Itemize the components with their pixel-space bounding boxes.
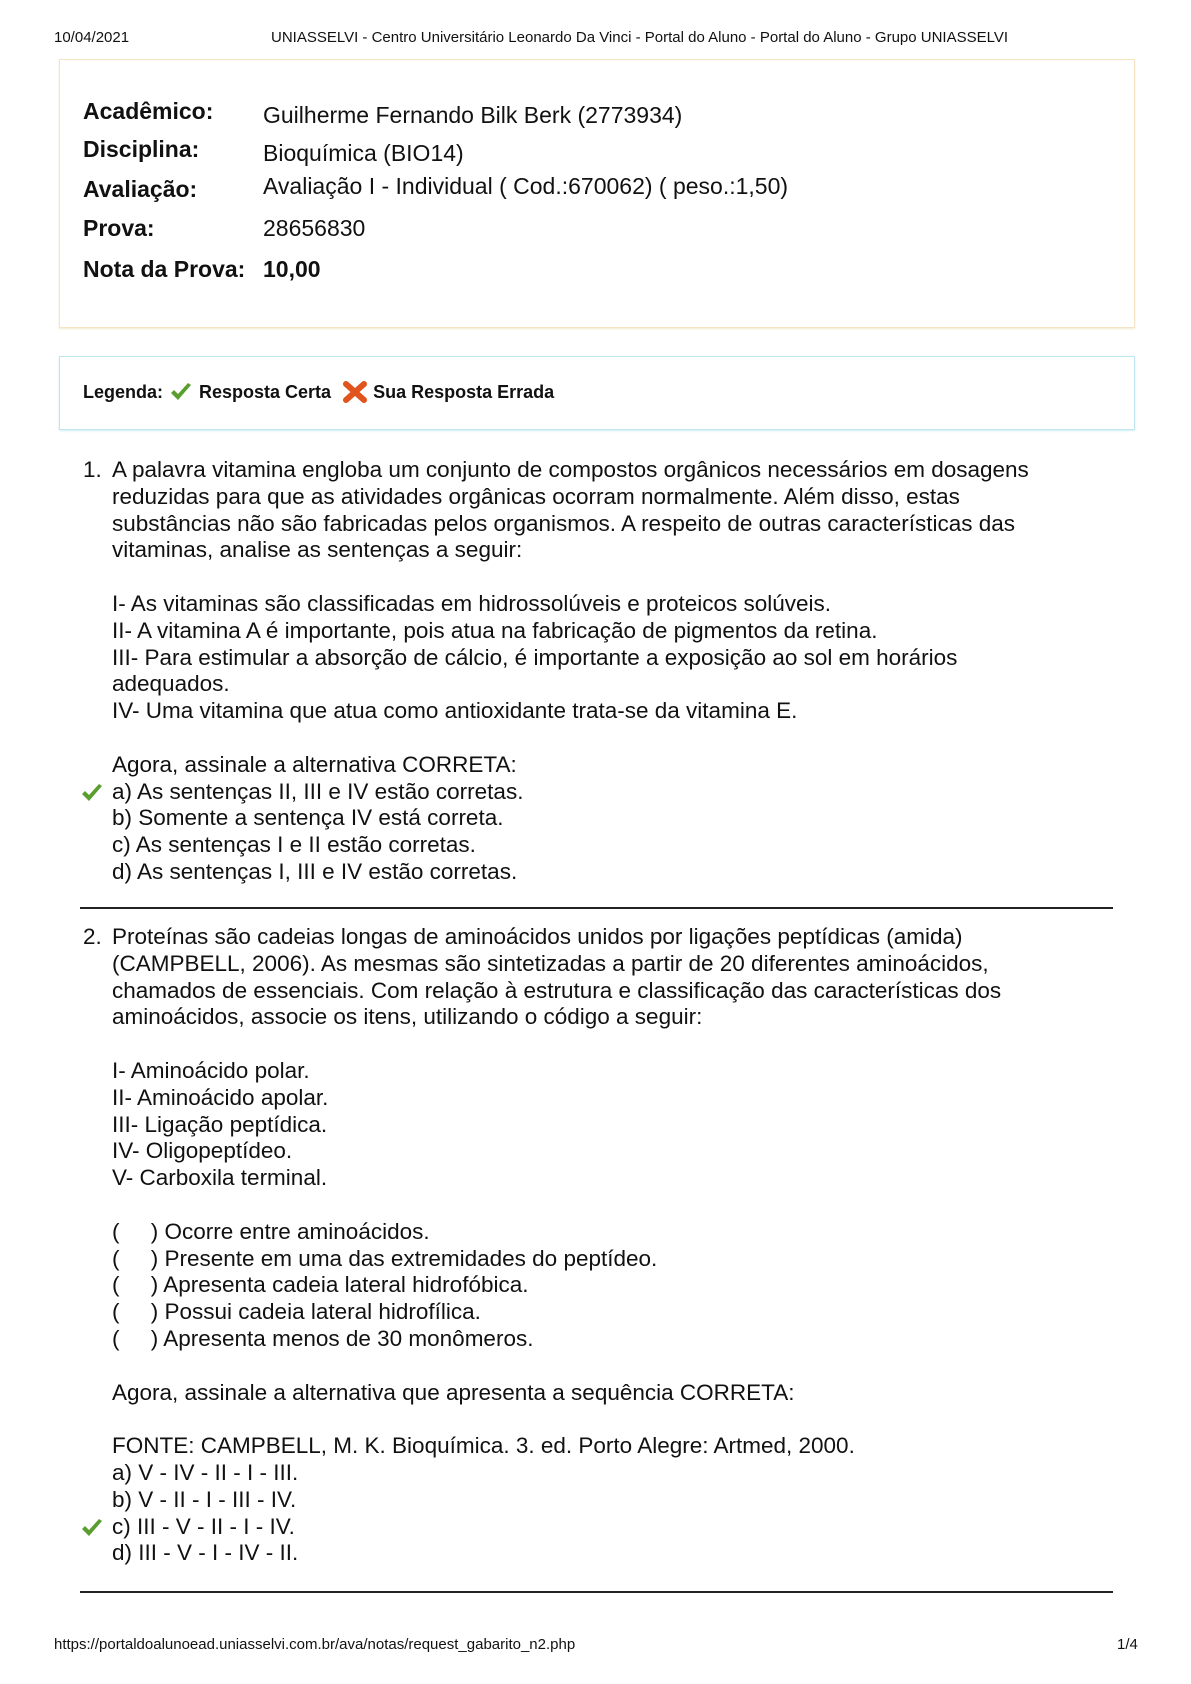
item: IV- Oligopeptídeo. xyxy=(112,1138,293,1164)
question-prompt: Agora, assinale a alternativa CORRETA: xyxy=(112,751,517,777)
info-label: Disciplina: xyxy=(83,136,200,162)
question-text: vitaminas, analise as sentenças a seguir: xyxy=(112,537,523,563)
option-c: c) III - V - II - I - IV. xyxy=(112,1514,1123,1541)
info-value: 28656830 xyxy=(263,215,366,241)
statement: IV- Uma vitamina que atua como antioxidante trata-se da vitamina E. xyxy=(112,698,798,724)
info-value: Guilherme Fernando Bilk Berk (2773934) xyxy=(263,102,683,128)
option-b: b) V - II - I - III - IV. xyxy=(112,1486,297,1512)
blank-item: ( ) Possui cadeia lateral hidrofílica. xyxy=(112,1299,481,1325)
print-date: 10/04/2021 xyxy=(54,29,130,46)
page-title: UNIASSELVI - Centro Universitário Leonardo Da Vinci - Portal do Aluno - Portal do Aluno - Grupo UNIASSELVI xyxy=(271,29,1009,46)
question-text: (CAMPBELL, 2006). As mesmas são sintetizadas a partir de 20 diferentes aminoácidos, xyxy=(112,950,989,976)
item: II- Aminoácido apolar. xyxy=(112,1084,329,1110)
blank-item: ( ) Apresenta cadeia lateral hidrofóbica. xyxy=(112,1272,529,1298)
legend-label: Legenda: xyxy=(83,381,164,402)
question-text: chamados de essenciais. Com relação à estrutura e classificação das características dos xyxy=(112,977,1002,1003)
option-d: d) As sentenças I, III e IV estão corretas. xyxy=(112,858,518,884)
info-value: Bioquímica (BIO14) xyxy=(263,140,464,166)
legend-wrong: Sua Resposta Errada xyxy=(373,381,555,402)
info-value: 10,00 xyxy=(263,256,321,282)
option-a: a) As sentenças II, III e IV estão corretas. xyxy=(112,779,1123,806)
info-label: Nota da Prova: xyxy=(83,256,246,282)
option-d: d) III - V - I - IV - II. xyxy=(112,1540,299,1566)
exam-info-box xyxy=(59,59,1135,328)
option-c: c) As sentenças I e II estão corretas. xyxy=(112,832,476,858)
item: V- Carboxila terminal. xyxy=(112,1165,328,1191)
question-text: substâncias não são fabricadas pelos organismos. A respeito de outras características das xyxy=(112,510,1015,536)
statement: adequados. xyxy=(112,671,230,697)
question-number: 2. xyxy=(83,924,102,949)
check-icon xyxy=(80,783,104,803)
option-a: a) V - IV - II - I - III. xyxy=(112,1459,299,1485)
legend-correct: Resposta Certa xyxy=(199,381,332,402)
question-text: Proteínas são cadeias longas de aminoácidos unidos por ligações peptídicas (amida) xyxy=(112,924,963,949)
page-number: 1/4 xyxy=(1117,1636,1138,1653)
statement: II- A vitamina A é importante, pois atua na fabricação de pigmentos da retina. xyxy=(112,617,878,643)
item: I- Aminoácido polar. xyxy=(112,1057,310,1083)
question-1 xyxy=(83,457,1123,886)
option-b: b) Somente a sentença IV está correta. xyxy=(112,805,504,831)
statement: III- Para estimular a absorção de cálcio, é importante a exposição ao sol em horários xyxy=(112,644,958,670)
question-text: aminoácidos, associe os itens, utilizando o código a seguir: xyxy=(112,1004,703,1030)
divider xyxy=(80,907,1113,909)
blank-item: ( ) Presente em uma das extremidades do peptídeo. xyxy=(112,1245,658,1271)
question-number: 1. xyxy=(83,457,102,482)
page-url: https://portaldoalunoead.uniasselvi.com.br/ava/notas/request_gabarito_n2.php xyxy=(54,1636,576,1653)
info-label: Avaliação: xyxy=(83,176,198,202)
question-text: reduzidas para que as atividades orgânicas ocorram normalmente. Além disso, estas xyxy=(112,483,960,509)
check-icon xyxy=(80,1518,104,1538)
cross-icon xyxy=(343,381,367,403)
legend-box xyxy=(59,356,1135,430)
question-prompt: Agora, assinale a alternativa que apresenta a sequência CORRETA: xyxy=(112,1379,795,1405)
info-value: Avaliação I - Individual ( Cod.:670062) ( peso.:1,50) xyxy=(263,173,789,199)
check-icon xyxy=(169,382,193,402)
question-2 xyxy=(83,924,1123,1567)
source-citation: FONTE: CAMPBELL, M. K. Bioquímica. 3. ed. Porto Alegre: Artmed, 2000. xyxy=(112,1433,855,1459)
info-label: Acadêmico: xyxy=(83,98,214,124)
blank-item: ( ) Apresenta menos de 30 monômeros. xyxy=(112,1325,534,1351)
statement: I- As vitaminas são classificadas em hidrossolúveis e proteicos solúveis. xyxy=(112,590,832,616)
blank-item: ( ) Ocorre entre aminoácidos. xyxy=(112,1218,430,1244)
item: III- Ligação peptídica. xyxy=(112,1111,328,1137)
info-label: Prova: xyxy=(83,215,155,241)
question-text: A palavra vitamina engloba um conjunto de compostos orgânicos necessários em dosagens xyxy=(112,457,1029,482)
divider xyxy=(80,1591,1113,1593)
